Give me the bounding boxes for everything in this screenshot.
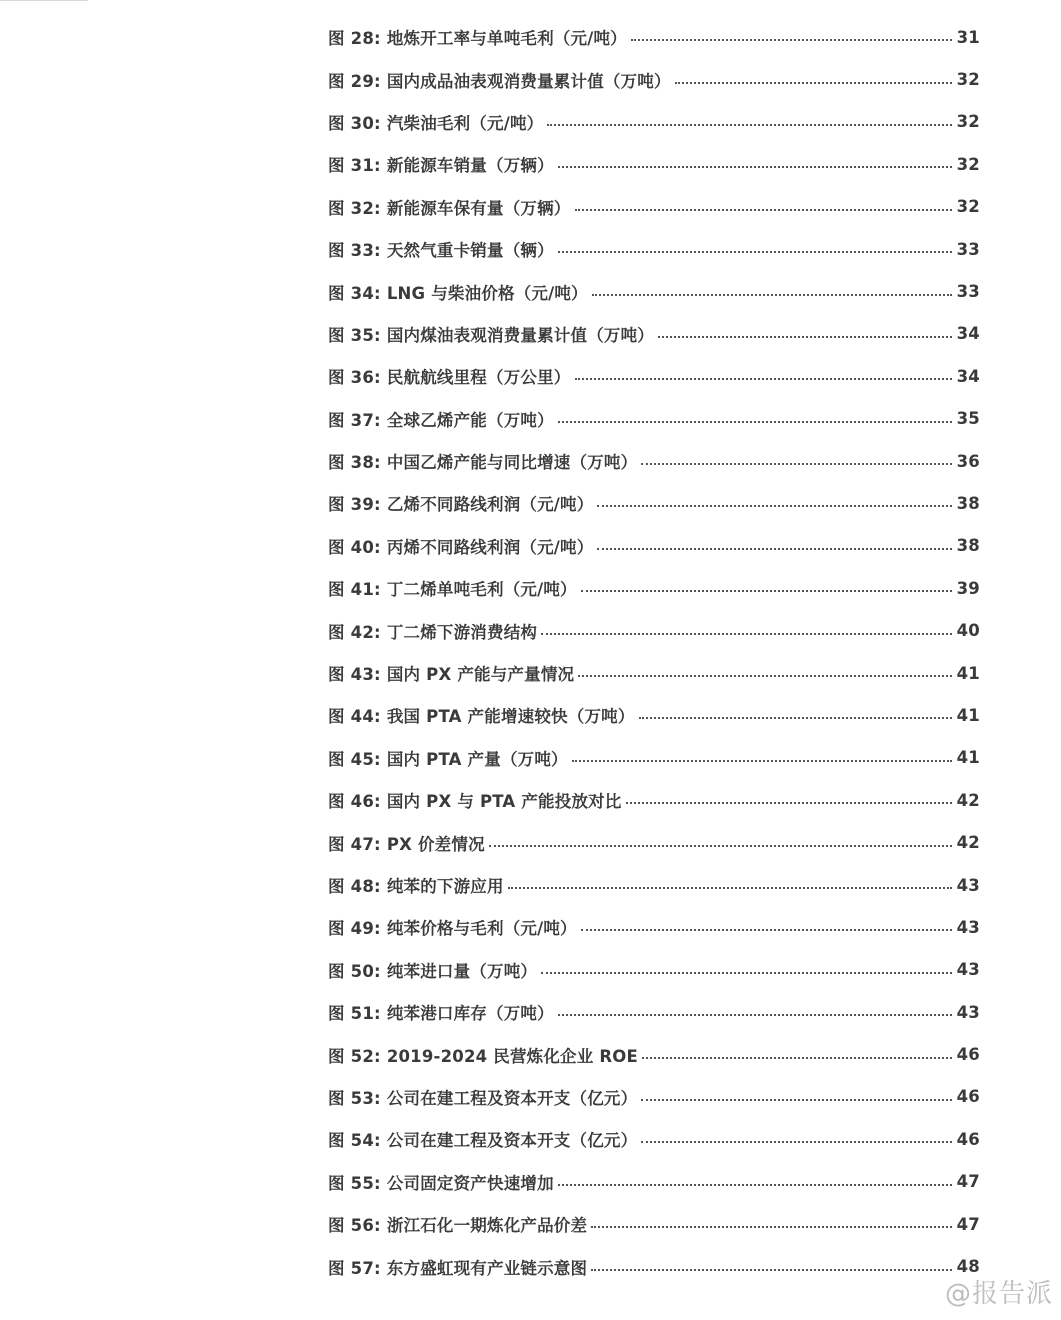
dot-leader (541, 633, 952, 635)
figure-title: 民航航线里程（万公里） (386, 368, 571, 388)
figure-number: 图 39: (328, 495, 381, 515)
toc-entry[interactable] (328, 270, 980, 312)
watermark: @报告派 (944, 1279, 1053, 1309)
dot-leader (642, 1057, 952, 1059)
dot-leader (581, 590, 952, 592)
toc-entry[interactable] (328, 525, 980, 567)
figure-number: 图 47: (328, 834, 381, 854)
figure-title: 浙江石化一期炼化产品价差 (386, 1216, 588, 1236)
figure-number: 图 41: (328, 580, 381, 600)
toc-entry[interactable] (328, 1203, 980, 1245)
page-number: 38 (956, 493, 980, 513)
figure-number: 图 44: (328, 707, 381, 727)
figure-number: 图 34: (328, 283, 381, 303)
toc-entry-label (328, 703, 635, 727)
toc-entry-label (328, 322, 654, 346)
dot-leader (592, 294, 952, 296)
figure-title: 公司在建工程及资本开支（亿元） (386, 1088, 638, 1108)
dot-leader (639, 717, 952, 719)
dot-leader (558, 1014, 952, 1016)
figure-number: 图 52: (328, 1046, 381, 1066)
toc-entry[interactable] (328, 991, 980, 1033)
figure-number: 图 31: (328, 156, 381, 176)
dot-leader (675, 82, 952, 84)
figure-number: 图 56: (328, 1216, 381, 1236)
figure-number: 图 30: (328, 113, 381, 133)
dot-leader (597, 548, 952, 550)
figure-number: 图 55: (328, 1173, 381, 1193)
page-number: 32 (956, 112, 980, 132)
toc-entry[interactable] (328, 398, 980, 440)
dot-leader (591, 1226, 952, 1228)
toc-entry-label (328, 364, 571, 388)
figure-title: 国内 PX 产能与产量情况 (386, 665, 575, 685)
figure-title: 公司在建工程及资本开支（亿元） (386, 1131, 638, 1151)
figure-number: 图 42: (328, 622, 381, 642)
page-number: 46 (956, 1045, 980, 1065)
page-number: 40 (956, 621, 980, 641)
dot-leader (572, 760, 952, 762)
toc-entry-label (328, 576, 577, 600)
figure-title: 丁二烯下游消费结构 (386, 622, 538, 642)
dot-leader (641, 1141, 952, 1143)
figure-title: 我国 PTA 产能增速较快（万吨） (386, 707, 635, 727)
dot-leader (597, 505, 952, 507)
toc-entry-label (328, 619, 537, 643)
figure-number: 图 37: (328, 410, 381, 430)
page-number: 38 (956, 536, 980, 556)
toc-entry[interactable] (328, 1033, 980, 1075)
page-number: 39 (956, 578, 980, 598)
dot-leader (581, 929, 952, 931)
figure-title: 纯苯的下游应用 (386, 877, 504, 896)
page-number: 35 (956, 409, 980, 429)
toc-entry[interactable] (328, 355, 980, 397)
figure-title: LNG 与柴油价格（元/吨） (386, 283, 588, 303)
toc-entry[interactable] (328, 58, 980, 100)
figure-title: 汽柴油毛利（元/吨） (386, 113, 544, 133)
toc-entry[interactable] (328, 694, 980, 736)
dot-leader (626, 802, 952, 804)
toc-entry-label (328, 1170, 554, 1194)
toc-entry-label (328, 746, 568, 770)
figure-title: 公司固定资产快速增加 (386, 1173, 554, 1193)
page-number: 41 (956, 748, 980, 768)
toc-entry[interactable] (328, 482, 980, 524)
page-number: 31 (956, 27, 980, 47)
figure-number: 图 50: (328, 961, 381, 981)
page-number: 46 (956, 1087, 980, 1107)
toc-entry[interactable] (328, 440, 980, 482)
figure-title: 国内 PX 与 PTA 产能投放对比 (386, 792, 622, 812)
toc-entry-label (328, 280, 588, 304)
page-number: 36 (956, 451, 980, 471)
toc-entry[interactable] (328, 228, 980, 270)
page-number: 43 (956, 1002, 980, 1022)
figure-number: 图 32: (328, 198, 381, 218)
toc-entry[interactable] (328, 313, 980, 355)
figure-title: 2019-2024 民营炼化企业 ROE (386, 1046, 638, 1066)
toc-entry-label (328, 1212, 587, 1236)
figure-number: 图 38: (328, 453, 381, 473)
figure-number: 图 35: (328, 325, 381, 345)
figure-title: 纯苯进口量（万吨） (386, 961, 538, 981)
toc-entry-label (328, 237, 554, 261)
toc-entry-label (328, 915, 577, 939)
dot-leader (578, 675, 952, 677)
toc-entry[interactable] (328, 779, 980, 821)
toc-entry-label (328, 661, 574, 685)
toc-entry[interactable] (328, 949, 980, 991)
figure-title: 纯苯港口库存（万吨） (386, 1004, 554, 1024)
toc-entry-label (328, 534, 593, 558)
dot-leader (558, 421, 952, 423)
page-number: 33 (956, 282, 980, 302)
dot-leader (591, 1269, 952, 1271)
page-number: 32 (956, 197, 980, 217)
toc-entry[interactable] (328, 609, 980, 651)
figure-number: 图 57: (328, 1258, 381, 1278)
figure-title: 新能源车保有量（万辆） (386, 198, 571, 218)
dot-leader (631, 39, 952, 41)
dot-leader (575, 378, 952, 380)
toc-entry[interactable] (328, 864, 980, 906)
page-number: 43 (956, 960, 980, 980)
toc-entry-label (328, 195, 571, 219)
figure-number: 图 40: (328, 537, 381, 557)
figure-list (328, 16, 980, 1288)
toc-entry[interactable] (328, 821, 980, 863)
dot-leader (547, 124, 952, 126)
dot-leader (658, 336, 952, 338)
figure-title: PX 价差情况 (386, 834, 485, 854)
toc-entry-label (328, 110, 543, 134)
toc-entry[interactable] (328, 1245, 980, 1287)
figure-title: 国内煤油表观消费量累计值（万吨） (386, 325, 655, 345)
top-divider (0, 0, 88, 1)
page-number: 42 (956, 833, 980, 853)
figure-number: 图 28: (328, 29, 381, 49)
page-number: 46 (956, 1129, 980, 1149)
toc-entry[interactable] (328, 186, 980, 228)
toc-entry[interactable] (328, 1118, 980, 1160)
figure-number: 图 43: (328, 665, 381, 685)
toc-entry-label (328, 407, 554, 431)
toc-entry-label (328, 1255, 587, 1279)
figure-title: 全球乙烯产能（万吨） (386, 410, 554, 430)
toc-entry[interactable] (328, 567, 980, 609)
page-number: 32 (956, 70, 980, 90)
dot-leader (641, 1099, 952, 1101)
toc-entry-label (328, 1127, 637, 1151)
page-number: 41 (956, 705, 980, 725)
figure-number: 图 29: (328, 71, 381, 91)
figure-title: 国内 PTA 产量（万吨） (386, 749, 568, 769)
dot-leader (558, 1184, 952, 1186)
figure-title: 乙烯不同路线利润（元/吨） (386, 495, 594, 515)
toc-entry-label (328, 1000, 554, 1024)
page-number: 47 (956, 1214, 980, 1234)
figure-number: 图 48: (328, 877, 381, 896)
toc-entry[interactable] (328, 1076, 980, 1118)
page-number: 34 (956, 366, 980, 386)
figure-title: 东方盛虹现有产业链示意图 (386, 1258, 588, 1278)
page-number: 43 (956, 875, 980, 895)
toc-entry-label (328, 25, 627, 49)
figure-title: 纯苯价格与毛利（元/吨） (386, 919, 577, 939)
toc-entry-label (328, 68, 671, 92)
page-number: 42 (956, 790, 980, 810)
dot-leader (641, 463, 952, 465)
figure-number: 图 33: (328, 241, 381, 261)
page-number: 47 (956, 1172, 980, 1192)
dot-leader (575, 209, 952, 211)
dot-leader (489, 845, 952, 847)
dot-leader (541, 972, 952, 974)
figure-number: 图 53: (328, 1088, 381, 1108)
page-number: 43 (956, 917, 980, 937)
figure-number: 图 49: (328, 919, 381, 939)
figure-title: 地炼开工率与单吨毛利（元/吨） (386, 29, 627, 49)
toc-entry-label (328, 1085, 637, 1109)
dot-leader (508, 887, 952, 889)
toc-entry-label (328, 491, 593, 515)
figure-number: 图 45: (328, 749, 381, 769)
toc-entry-label (328, 873, 504, 897)
figure-title: 丙烯不同路线利润（元/吨） (386, 537, 594, 557)
figure-title: 国内成品油表观消费量累计值（万吨） (386, 71, 671, 91)
toc-entry[interactable] (328, 652, 980, 694)
toc-entry[interactable] (328, 143, 980, 185)
figure-number: 图 51: (328, 1004, 381, 1024)
figure-number: 图 36: (328, 368, 381, 388)
page-number: 41 (956, 663, 980, 683)
toc-entry-label (328, 831, 485, 855)
dot-leader (558, 251, 952, 253)
toc-entry[interactable] (328, 1161, 980, 1203)
toc-entry-label (328, 1043, 638, 1067)
toc-entry[interactable] (328, 737, 980, 779)
page-number: 48 (956, 1257, 980, 1277)
dot-leader (558, 166, 952, 168)
figure-title: 中国乙烯产能与同比增速（万吨） (386, 453, 638, 473)
page-number: 32 (956, 154, 980, 174)
toc-entry[interactable] (328, 16, 980, 58)
toc-entry[interactable] (328, 101, 980, 143)
toc-entry-label (328, 958, 537, 982)
toc-entry-label (328, 449, 637, 473)
figure-number: 图 46: (328, 792, 381, 812)
figure-title: 天然气重卡销量（辆） (386, 241, 554, 261)
page-number: 33 (956, 239, 980, 259)
toc-entry-label (328, 152, 554, 176)
figure-number: 图 54: (328, 1131, 381, 1151)
toc-entry-label (328, 788, 622, 812)
toc-entry[interactable] (328, 906, 980, 948)
figure-title: 新能源车销量（万辆） (386, 156, 554, 176)
figure-title: 丁二烯单吨毛利（元/吨） (386, 580, 577, 600)
page-number: 34 (956, 324, 980, 344)
